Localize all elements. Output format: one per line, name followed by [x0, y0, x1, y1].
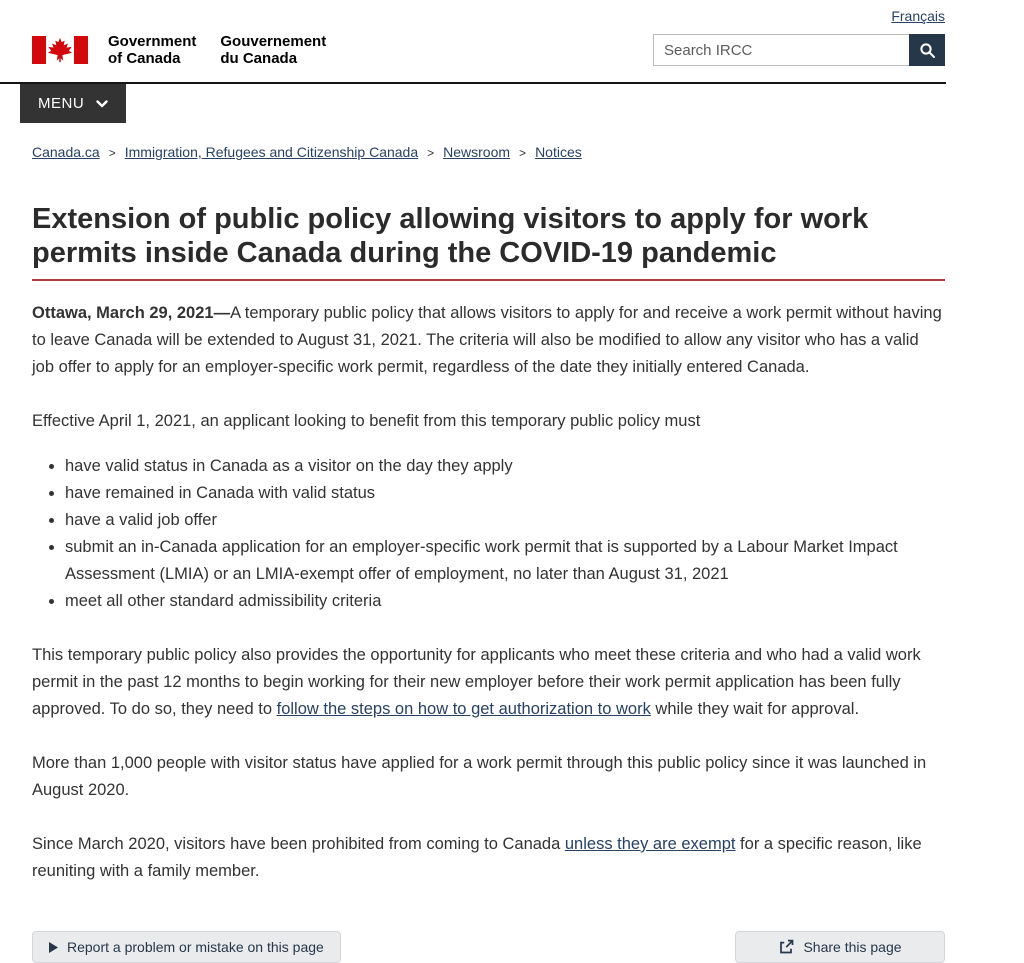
search-button[interactable]: [909, 34, 945, 66]
breadcrumb-separator: >: [108, 146, 116, 160]
share-icon: [778, 939, 794, 955]
paragraph-travel-tail: for a specific reason, like reuniting with a family member.: [32, 835, 922, 880]
authorization-steps-link[interactable]: follow the steps on how to get authorization to work: [276, 700, 651, 718]
wordmark-fr-line1: Gouvernement: [220, 33, 327, 50]
paragraph-authorization-tail: while they wait for approval.: [650, 700, 860, 718]
exemption-link[interactable]: unless they are exempt: [564, 835, 736, 853]
share-page-button[interactable]: [735, 931, 945, 963]
menu-button-label: MENU: [38, 95, 85, 112]
page-actions: [32, 931, 945, 963]
wordmark-en-line1: Government: [108, 33, 197, 50]
paragraph-authorization: [32, 642, 945, 723]
search-input[interactable]: [653, 34, 909, 66]
breadcrumb: [32, 144, 945, 160]
breadcrumb-separator: >: [519, 146, 527, 160]
dateline: Ottawa, March 29, 2021—: [32, 304, 231, 322]
breadcrumb-link-canada-ca[interactable]: Canada.ca: [32, 144, 100, 160]
list-item: • meet all other standard admissibility criteria: [65, 588, 945, 615]
report-problem-button[interactable]: [32, 931, 341, 963]
list-item: • have valid status in Canada as a visitor on the day they apply: [65, 453, 945, 480]
criteria-list: [32, 453, 945, 615]
list-item: • have remained in Canada with valid status: [65, 480, 945, 507]
paragraph-travel-restrictions: [32, 831, 945, 885]
list-item: • submit an in-Canada application for an employer-specific work permit that is supported by a Labour Market Impact Assessment (LMIA) or an LMIA-exempt offer of employment, no later than August 31, 2021: [65, 534, 945, 588]
paragraph-intro-text: A temporary public policy that allows visitors to apply for and receive a work permit without having to leave Canada will be extended to August 31, 2021. The criteria will also be modified to allow any visitor who has a valid job offer to apply for an employer-specific work permit, regardless of the date they initially entered Canada.: [32, 304, 942, 376]
breadcrumb-link-notices[interactable]: Notices: [535, 144, 582, 160]
report-problem-label: Report a problem or mistake on this page: [67, 939, 324, 955]
chevron-down-icon: [96, 100, 108, 108]
breadcrumb-link-ircc[interactable]: Immigration, Refugees and Citizenship Canada: [124, 144, 419, 160]
menu-button[interactable]: [20, 84, 126, 123]
site-search: [653, 34, 945, 66]
breadcrumb-separator: >: [427, 146, 435, 160]
wordmark: [108, 33, 350, 67]
wordmark-en-line2: of Canada: [108, 50, 181, 67]
article: [32, 202, 945, 963]
canada-flag-icon: [32, 36, 88, 64]
list-item: • have a valid job offer: [65, 507, 945, 534]
language-toggle-link[interactable]: Français: [891, 8, 945, 24]
share-page-label: Share this page: [803, 939, 902, 955]
paragraph-intro: [32, 300, 945, 381]
wordmark-fr-line2: du Canada: [220, 50, 298, 67]
paragraph-travel-text: Since March 2020, visitors have been prohibited from coming to Canada: [32, 835, 565, 853]
breadcrumb-link-newsroom[interactable]: Newsroom: [443, 144, 511, 160]
page-title: Extension of public policy allowing visitors to apply for work permits inside Canada during the COVID-19 pandemic: [32, 202, 945, 281]
play-triangle-icon: [49, 942, 58, 953]
site-header: [0, 0, 1024, 84]
government-of-canada-signature: [32, 33, 350, 67]
paragraph-effective-date: Effective April 1, 2021, an applicant looking to benefit from this temporary public policy must: [32, 412, 701, 430]
paragraph-stats: More than 1,000 people with visitor status have applied for a work permit through this public policy since it was launched in August 2020.: [32, 754, 927, 799]
menu-bar: [0, 84, 1024, 123]
paragraph-authorization-text: This temporary public policy also provides the opportunity for applicants who meet these criteria and who had a valid work permit in the past 12 months to begin working for their new employer before their work permit application has been fully approved. To do so, they need to: [32, 646, 921, 718]
magnifier-icon: [919, 42, 936, 59]
